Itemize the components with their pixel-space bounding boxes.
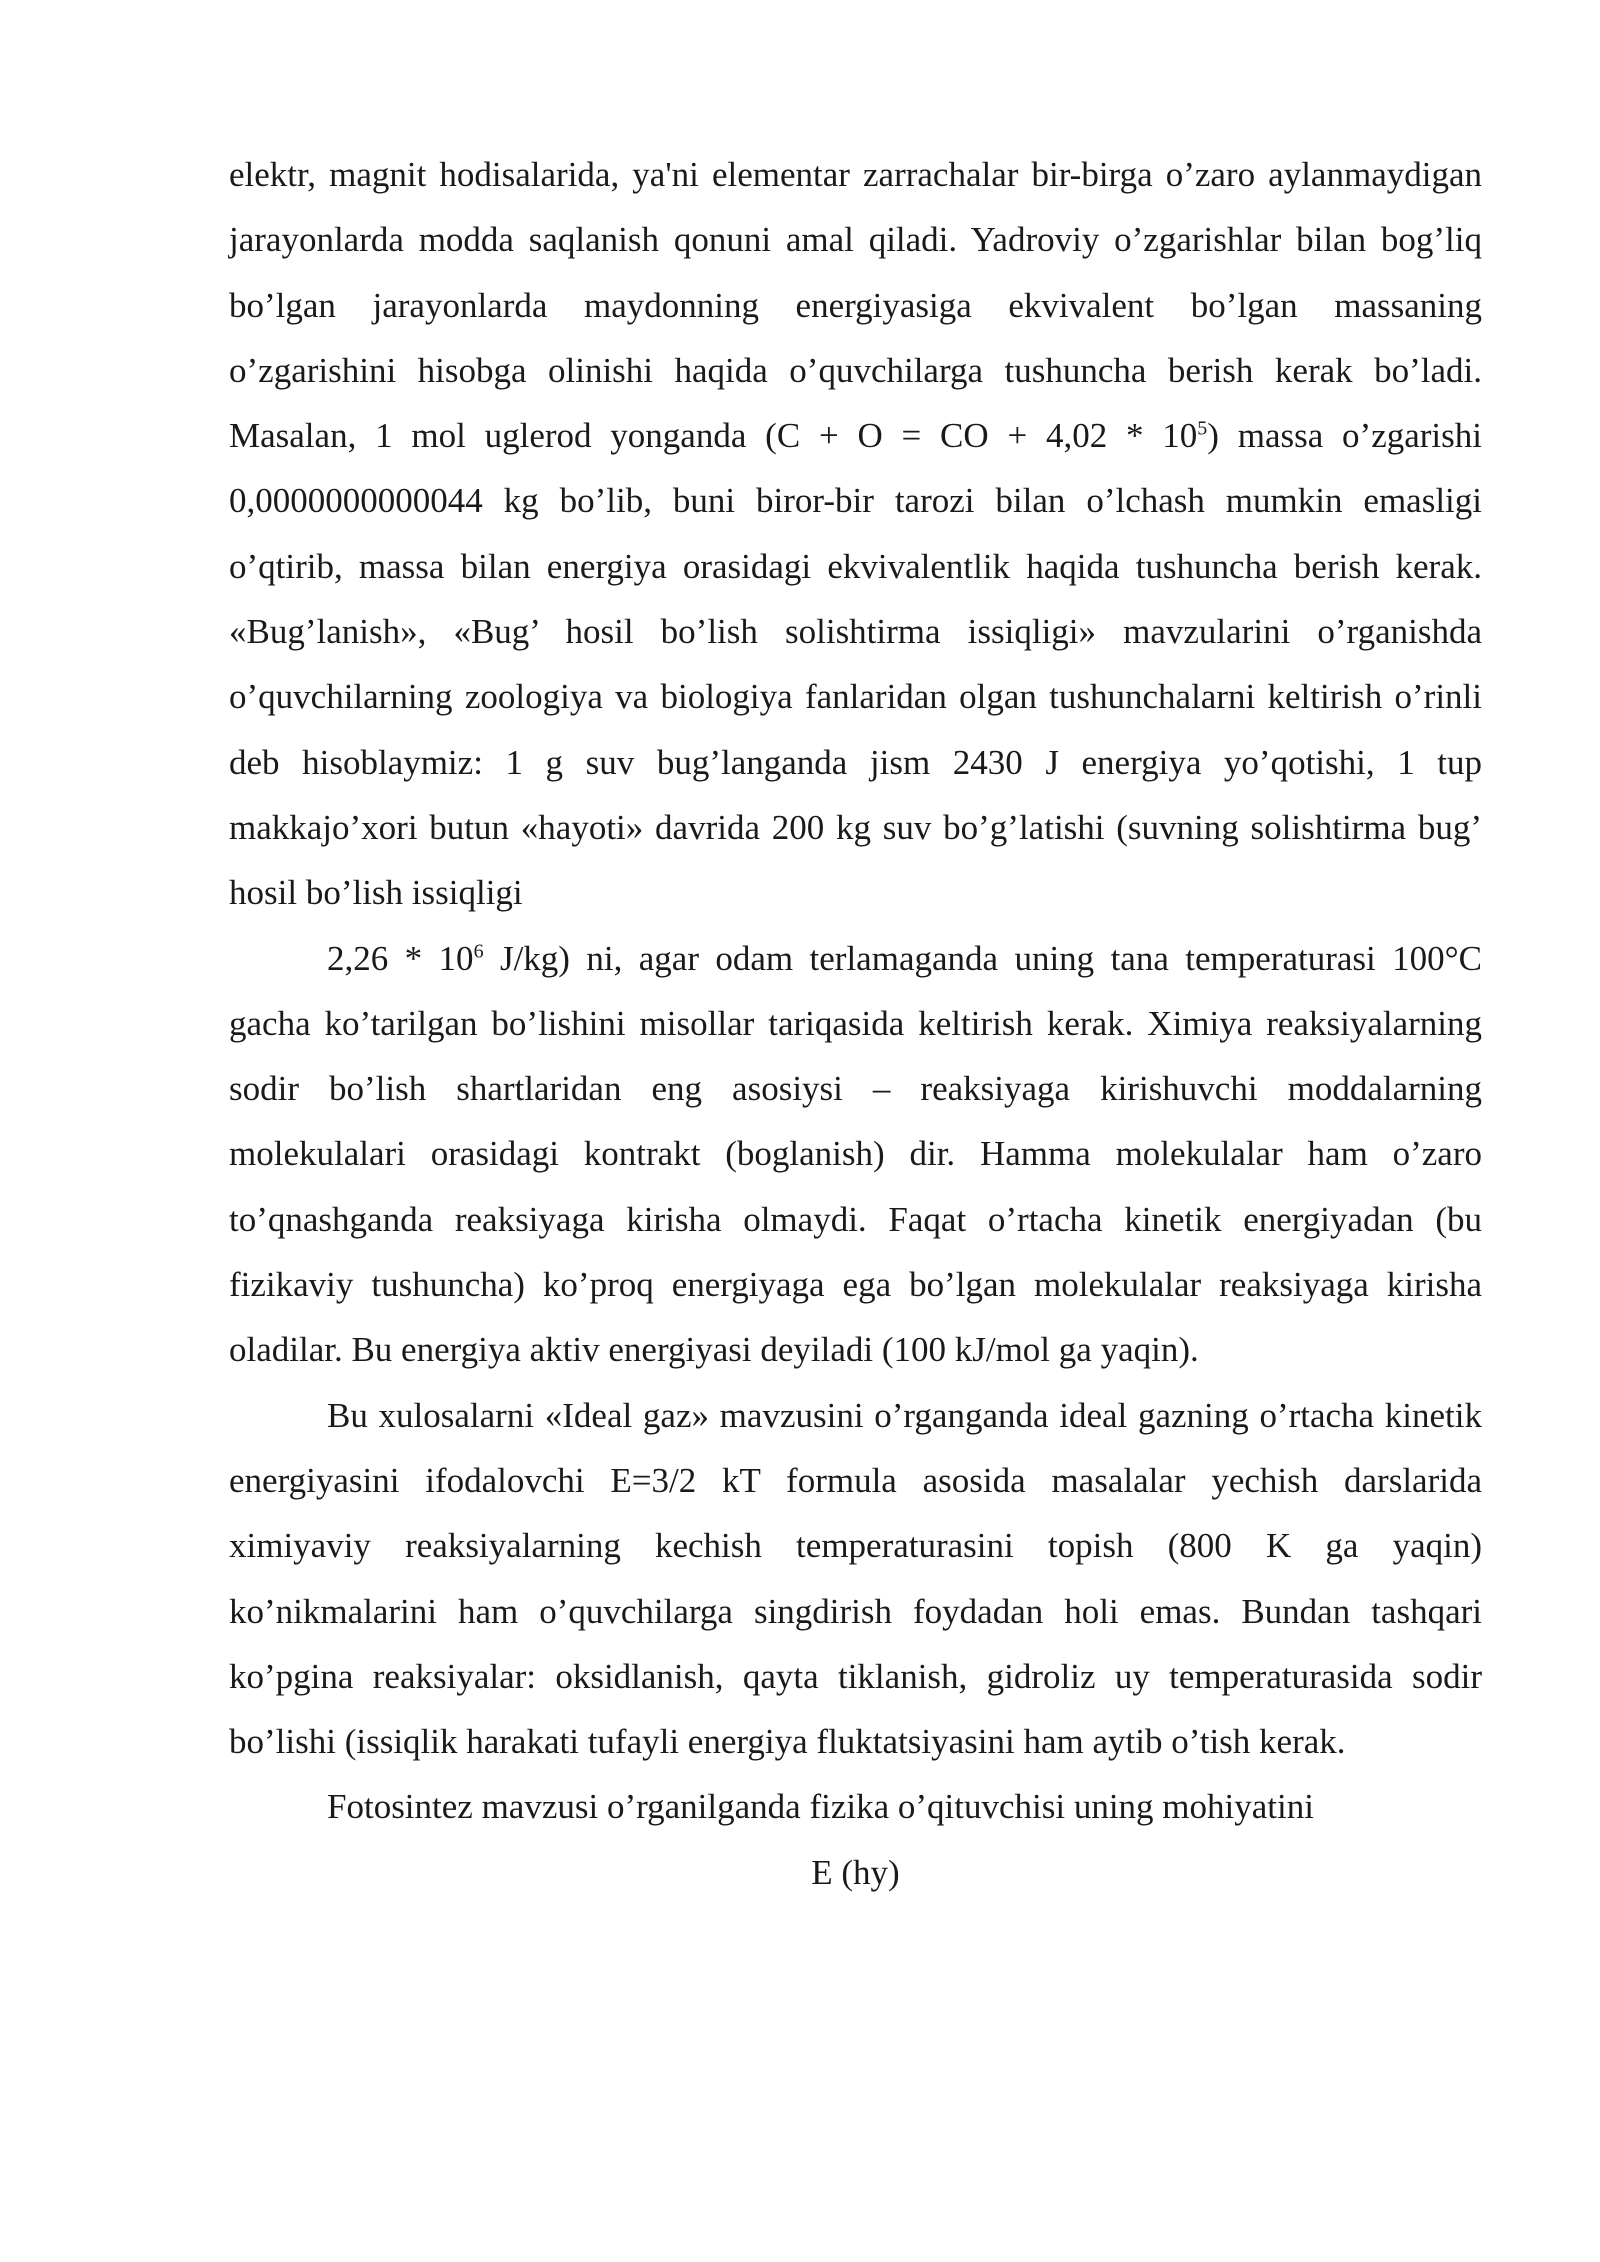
exponent-5: 5 xyxy=(1197,417,1208,440)
paragraph-2-text-cont: J/kg) ni, agar odam terlamaganda uning tana temperaturasi 100°C gacha ko’tarilgan bo’lishini misollar tariqasida keltirish kerak. Ximiya reaksiyalarning sodir bo’lish shartlaridan eng asosiysi – reaksiyaga kirishuvchi moddalarning molekulalari orasidagi kontrakt (boglanish) dir. Hamma molekulalar ham o’zaro to’qnashganda reaksiyaga kirisha olmaydi. Faqat o’rtacha kinetik energiyadan (bu fizikaviy tushuncha) ko’proq energiyaga ega bo’lgan molekulalar reaksiyaga kirisha oladilar. Bu energiya aktiv energiyasi deyiladi (100 kJ/mol ga yaqin). xyxy=(229,938,1482,1370)
paragraph-1-text-cont: ) massa o’zgarishi 0,0000000000044 kg bo’lib, buni biror-bir tarozi bilan o’lchash mumkin emasligi o’qtirib, massa bilan energiya orasidagi ekvivalentlik haqida tushuncha berish kerak. «Bug’lanish», «Bug’ hosil bo’lish solishtirma issiqligi» mavzularini o’rganishda o’quvchilarning zoologiya va biologiya fanlaridan olgan tushunchalarni keltirish o’rinli deb hisoblaymiz: 1 g suv bug’langanda jism 2430 J energiya yo’qotishi, 1 tup makkajo’xori butun «hayoti» davrida 200 kg suv bo’g’latishi (suvning solishtirma bug’ hosil bo’lish issiqligi xyxy=(229,416,1483,913)
paragraph-1-text: elektr, magnit hodisalarida, ya'ni elementar zarrachalar bir-birga o’zaro aylanmaydigan jarayonlarda modda saqlanish qonuni amal qiladi. Yadroviy o’zgarishlar bilan bog’liq bo’lgan jarayonlarda maydonning energiyasiga ekvivalent bo’lgan massaning o’zgarishini hisobga olinishi haqida o’quvchilarga tushuncha berish kerak bo’ladi. Masalan, 1 mol uglerod yonganda (C + O = CO + 4,02 * 10 xyxy=(229,155,1482,456)
paragraph-3: Bu xulosalarni «Ideal gaz» mavzusini o’rganganda ideal gazning o’rtacha kinetik energiyasini ifodalovchi E=3/2 kT formula asosida masalalar yechish darslarida ximiyaviy reaksiyalarning kechish temperaturasini topish (800 K ga yaqin) ko’nikmalarini ham o’quvchilarga singdirish foydadan holi emas. Bundan tashqari ko’pgina reaksiyalar: oksidlanish, qayta tiklanish, gidroliz uy temperaturasida sodir bo’lishi (issiqlik harakati tufayli energiya fluktatsiyasini ham aytib o’tish kerak. xyxy=(229,1395,1482,1762)
formula-line: E (hy) xyxy=(811,1852,900,1892)
paragraph-1 xyxy=(229,142,1482,926)
document-body xyxy=(229,142,1482,1905)
paragraph-4: Fotosintez mavzusi o’rganilganda fizika o’qituvchisi uning mohiyatini xyxy=(327,1787,1314,1827)
paragraph-2 xyxy=(229,926,1482,1383)
exponent-6: 6 xyxy=(473,939,484,962)
paragraph-2-text: 2,26 * 10 xyxy=(327,938,474,978)
